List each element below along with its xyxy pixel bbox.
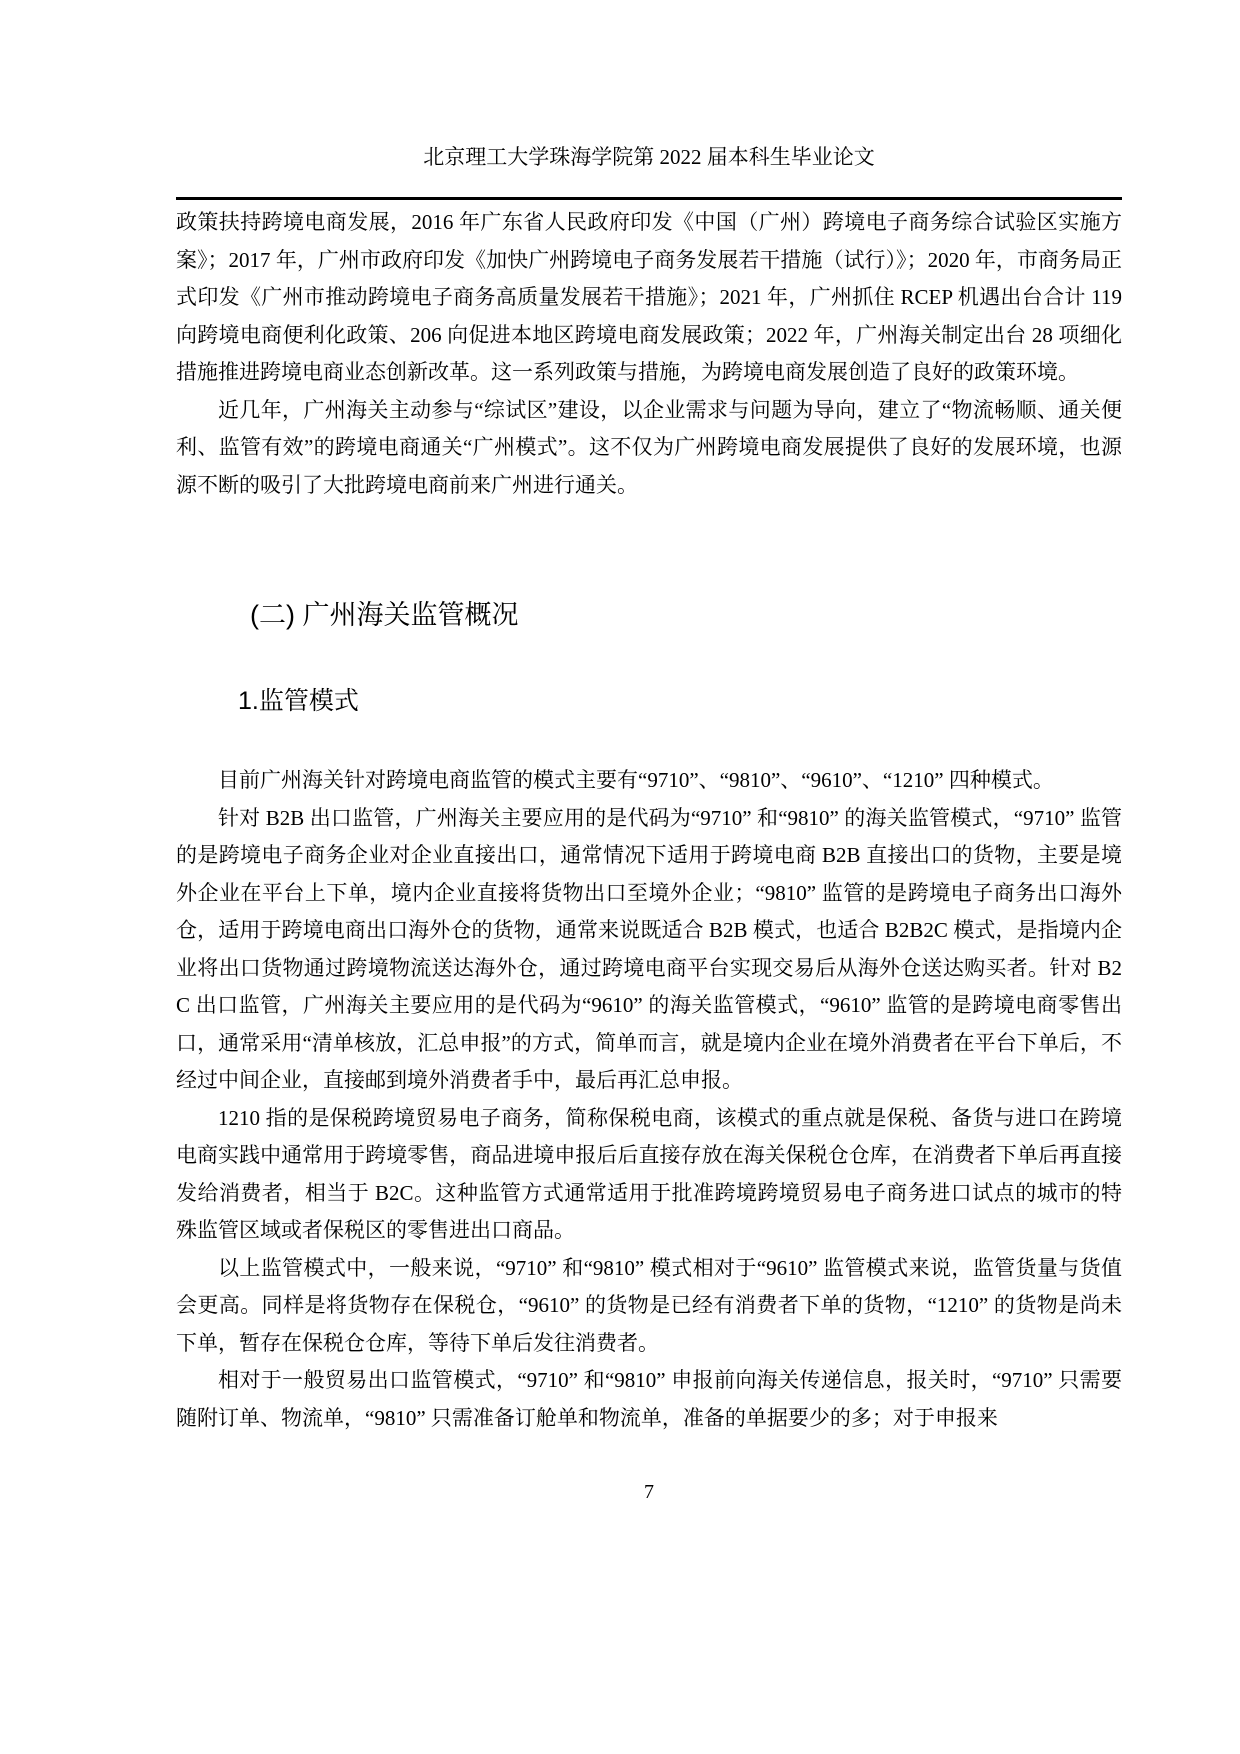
paragraph-mode-comparison: 以上监管模式中，一般来说，“9710” 和“9810” 模式相对于“9610” 监管模式来说，监管货量与货值会更高。同样是将货物存在保税仓，“9610” 的货物是已经有消费者下单的货物，“1210” 的货物是尚未下单，暂存在保税仓仓库，等待下单后发往消费者。 <box>176 1255 1122 1355</box>
subsection-heading-supervision-modes: 1.监管模式 <box>238 687 359 715</box>
section-heading-customs-overview: (二) 广州海关监管概况 <box>250 600 519 630</box>
running-header-title: 北京理工大学珠海学院第 2022 届本科生毕业论文 <box>423 145 875 169</box>
paragraph-policy-support: 政策扶持跨境电商发展，2016 年广东省人民政府印发《中国（广州）跨境电子商务综合试验区实施方案》；2017 年，广州市政府印发《加快广州跨境电子商务发展若干措施（试行）》；2020 年，市商务局正式印发《广州市推动跨境电子商务高质量发展若干措施》；2021 年，广州抓住 RCEP 机遇出台合计 119 向跨境电商便利化政策、206 向促进本地区跨境电商发展政策；2022 年，广州海关制定出台 28 项细化措施推进跨境电商业态创新改革。这一系列政策与措施，为跨境电商发展创造了良好的政策环境。 <box>176 210 1122 384</box>
page-footer <box>176 1479 1122 1506</box>
paragraph-1210-bonded: 1210 指的是保税跨境贸易电子商务，简称保税电商，该模式的重点就是保税、备货与进口在跨境电商实践中通常用于跨境零售，商品进境申报后后直接存放在海关保税仓仓库，在消费者下单后再直接发给消费者，相当于 B2C。这种监管方式通常适用于批准跨境跨境贸易电子商务进口试点的城市的特殊监管区域或者保税区的零售进出口商品。 <box>176 1105 1122 1242</box>
paragraph-guangzhou-model: 近几年，广州海关主动参与“综试区”建设，以企业需求与问题为导向，建立了“物流畅顺、通关便利、监管有效”的跨境电商通关“广州模式”。这不仅为广州跨境电商发展提供了良好的发展环境，也源源不断的吸引了大批跨境电商前来广州进行通关。 <box>176 397 1122 497</box>
header-rule <box>176 197 1122 200</box>
paragraph-b2b-b2c-modes: 针对 B2B 出口监管，广州海关主要应用的是代码为“9710” 和“9810” 的海关监管模式，“9710” 监管的是跨境电子商务企业对企业直接出口，通常情况下适用于跨境电商 B2B 直接出口的货物，主要是境外企业在平台上下单，境内企业直接将货物出口至境外企业；“9810” 监管的是跨境电子商务出口海外仓，适用于跨境电商出口海外仓的货物，通常来说既适合 B2B 模式，也适合 B2B2C 模式，是指境内企业将出口货物通过跨境物流送达海外仓，通过跨境电商平台实现交易后从海外仓送达购买者。针对 B2C 出口监管，广州海关主要应用的是代码为“9610” 的海关监管模式，“9610” 监管的是跨境电商零售出口，通常采用“清单核放，汇总申报”的方式，简单而言，就是境内企业在境外消费者在平台下单后，不经过中间企业，直接邮到境外消费者手中，最后再汇总申报。 <box>176 805 1122 1092</box>
page-header <box>176 0 1122 200</box>
document-body <box>176 204 1122 1437</box>
paragraph-declaration-documents: 相对于一般贸易出口监管模式，“9710” 和“9810” 申报前向海关传递信息，报关时，“9710” 只需要随附订单、物流单，“9810” 只需准备订舱单和物流单，准备的单据要少的多；对于申报来 <box>176 1368 1122 1430</box>
page-number: 7 <box>644 1481 654 1503</box>
paragraph-four-modes: 目前广州海关针对跨境电商监管的模式主要有“9710”、“9810”、“9610”、“1210” 四种模式。 <box>218 768 1054 792</box>
